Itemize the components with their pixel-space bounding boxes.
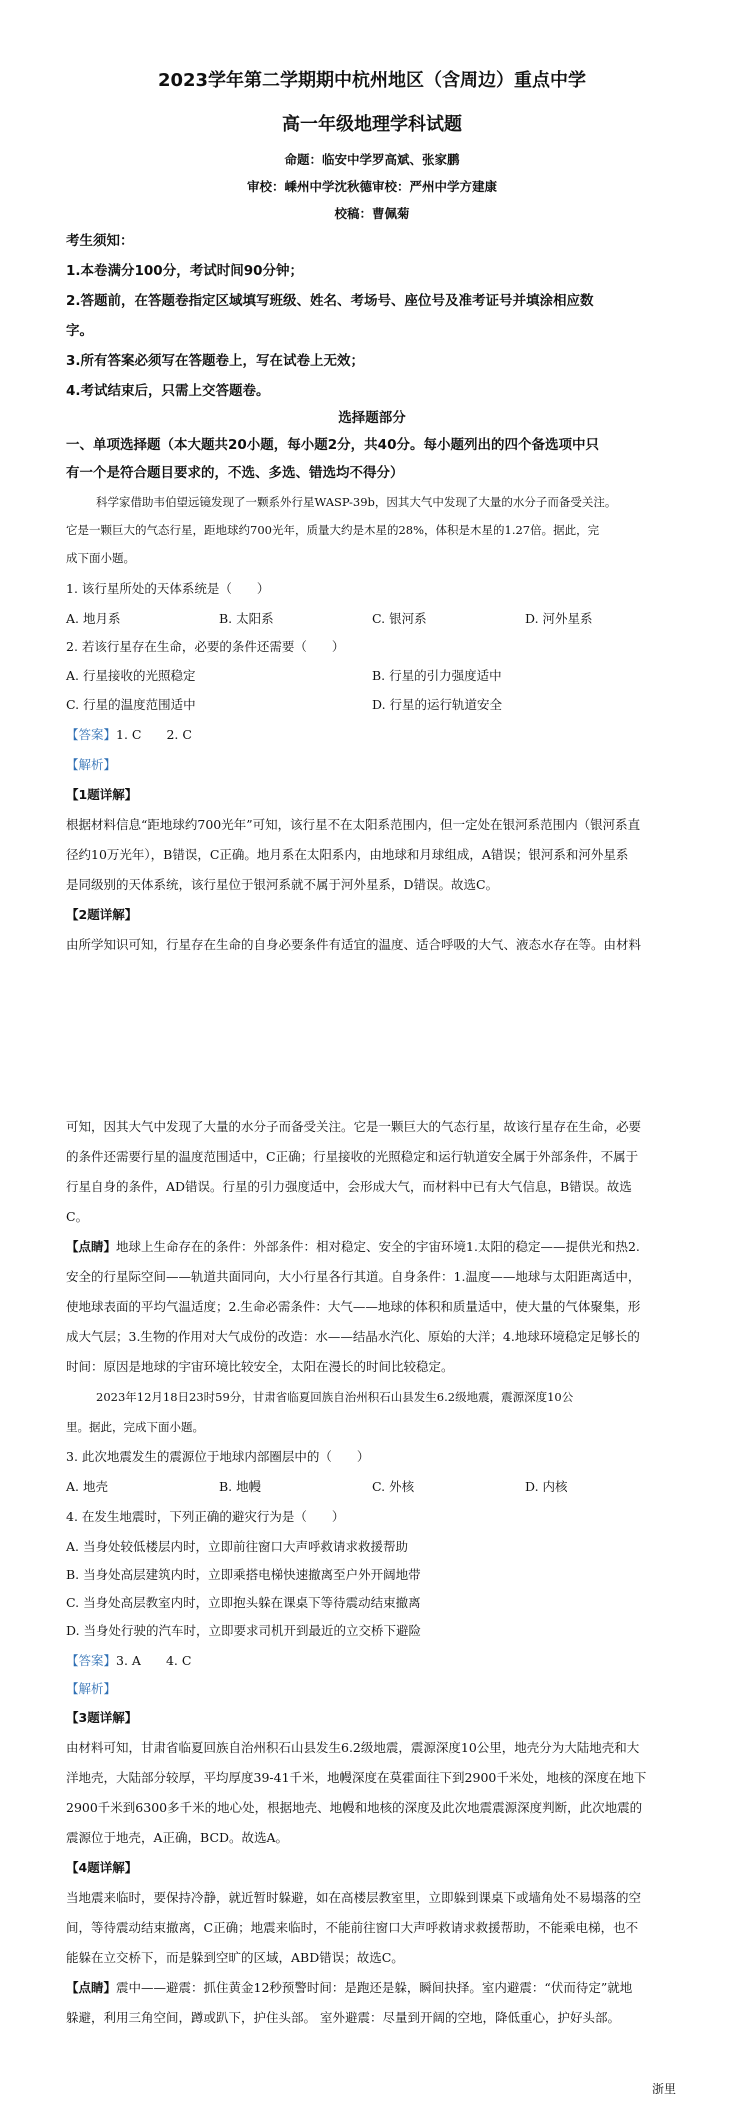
- detail-text: 行星自身的条件，AD错误。行星的引力强度适中，会形成大气，而材料中已有大气信息，B错误。故选: [66, 1179, 632, 1194]
- question-stem: 1. 该行星所处的天体系统是（ ）: [66, 581, 270, 596]
- material-text: 科学家借助韦伯望远镜发现了一颗系外行星WASP-39b，因其大气中发现了大量的水分子而备受关注。: [96, 495, 617, 509]
- notice-heading: 考生须知：: [66, 233, 134, 249]
- notice-item: 4.考试结束后，只需上交答题卷。: [66, 383, 270, 399]
- option-c: C. 银河系: [372, 611, 427, 626]
- detail-text: 的条件还需要行星的温度范围适中，C正确；行星接收的光照稳定和运行轨道安全属于外部条件，不属于: [66, 1149, 639, 1164]
- option-a: A. 地月系: [66, 611, 121, 626]
- material-text: 成下面小题。: [66, 551, 135, 565]
- material-text: 里。据此，完成下面小题。: [66, 1420, 204, 1434]
- option-d: D. 内核: [525, 1479, 568, 1494]
- notice-item: 1.本卷满分100分，考试时间90分钟；: [66, 263, 303, 279]
- option-c: C. 行星的温度范围适中: [66, 697, 196, 712]
- section-title: 选择题部分: [338, 410, 406, 426]
- tip-text: 使地球表面的平均气温适度；2.生命必需条件：大气——地球的体积和质量适中，使大量的气体聚集，形: [66, 1299, 641, 1314]
- answer-text: 3. A 4. C: [116, 1653, 192, 1668]
- tip-text: 安全的行星际空间——轨道共面同向，大小行星各行其道。自身条件：1.温度——地球与太阳距离适中，: [66, 1269, 641, 1284]
- option-b: B. 太阳系: [219, 611, 274, 626]
- option-b: B. 行星的引力强度适中: [372, 668, 502, 683]
- option-a: A. 地壳: [66, 1479, 108, 1494]
- answer-label: 【答案】: [66, 727, 117, 742]
- detail-label: 【4题详解】: [66, 1860, 138, 1875]
- notice-item: 字。: [66, 323, 93, 339]
- tip-label: 【点睛】: [66, 1239, 117, 1254]
- detail-text: 2900千米到6300多千米的地心处，根据地壳、地幔和地核的深度及此次地震震源深度判断，此次地震的: [66, 1800, 643, 1815]
- detail-text: 是同级别的天体系统，该行星位于银河系就不属于河外星系，D错误。故选C。: [66, 877, 499, 892]
- detail-text: C。: [66, 1209, 89, 1224]
- detail-text: 间，等待震动结束撤离，C正确；地震来临时，不能前往窗口大声呼救请求救援帮助，不能乘电梯，也不: [66, 1920, 639, 1935]
- question-stem: 3. 此次地震发生的震源位于地球内部圈层中的（ ）: [66, 1449, 370, 1464]
- detail-text: 当地震来临时，要保持冷静，就近暂时躲避，如在高楼层教室里，立即躲到课桌下或墙角处不易塌落的空: [66, 1890, 642, 1905]
- answer-label: 【答案】: [66, 1653, 117, 1668]
- tip-text: 成大气层；3.生物的作用对大气成份的改造：水——结晶水汽化、原始的大洋；4.地球环境稳定足够长的: [66, 1329, 640, 1344]
- exam-title: 2023学年第二学期期中杭州地区（含周边）重点中学: [157, 70, 587, 91]
- option-d: D. 行星的运行轨道安全: [372, 697, 503, 712]
- detail-label: 【2题详解】: [66, 907, 138, 922]
- tip-label: 【点睛】: [66, 1980, 117, 1995]
- section-instruction: 一、单项选择题（本大题共20小题，每小题2分，共40分。每小题列出的四个备选项中只: [66, 437, 599, 453]
- exam-proofreader: 校稿：曹佩菊: [334, 206, 410, 221]
- exam-authors: 命题：临安中学罗高斌、张家鹏: [284, 152, 460, 167]
- question-stem: 4. 在发生地震时，下列正确的避灾行为是（ ）: [66, 1509, 345, 1524]
- option-c: C. 当身处高层教室内时，立即抱头躲在课桌下等待震动结束撤离: [66, 1595, 421, 1610]
- analysis-label: 【解析】: [66, 757, 117, 772]
- analysis-label: 【解析】: [66, 1681, 117, 1696]
- notice-item: 3.所有答案必须写在答题卷上，写在试卷上无效；: [66, 353, 365, 369]
- detail-label: 【3题详解】: [66, 1710, 138, 1725]
- answer-line: [66, 726, 192, 744]
- question-stem: 2. 若该行星存在生命，必要的条件还需要（ ）: [66, 639, 345, 654]
- option-b: B. 当身处高层建筑内时，立即乘搭电梯快速撤离至户外开阔地带: [66, 1567, 421, 1582]
- option-b: B. 地幔: [219, 1479, 262, 1494]
- footer-text: 浙里: [652, 2082, 677, 2096]
- answer-text: 1. C 2. C: [116, 727, 192, 742]
- tip-text: 地球上生命存在的条件：外部条件：相对稳定、安全的宇宙环境1.太阳的稳定——提供光和热2.: [116, 1239, 640, 1254]
- tip-text: 时间：原因是地球的宇宙环境比较安全，太阳在漫长的时间比较稳定。: [66, 1359, 454, 1374]
- tip-line: [66, 1979, 632, 1997]
- exam-subtitle: 高一年级地理学科试题: [282, 114, 462, 135]
- detail-text: 由材料可知，甘肃省临夏回族自治州积石山县发生6.2级地震，震源深度10公里，地壳分为大陆地壳和大: [66, 1740, 640, 1755]
- tip-text: 躲避，利用三角空间，蹲或趴下，护住头部。 室外避震：尽量到开阔的空地，降低重心，护好头部。: [66, 2010, 620, 2025]
- detail-label: 【1题详解】: [66, 787, 138, 802]
- material-text: 2023年12月18日23时59分，甘肃省临夏回族自治州积石山县发生6.2级地震，震源深度10公: [96, 1390, 574, 1404]
- detail-text: 可知，因其大气中发现了大量的水分子而备受关注。它是一颗巨大的气态行星，故该行星存在生命，必要: [66, 1119, 642, 1134]
- detail-text: 能躲在立交桥下，而是躲到空旷的区域，ABD错误；故选C。: [66, 1950, 404, 1965]
- tip-text: 震中——避震：抓住黄金12秒预警时间：是跑还是躲，瞬间抉择。室内避震：“伏而待定”就地: [116, 1980, 633, 1995]
- option-c: C. 外核: [372, 1479, 415, 1494]
- tip-line: [66, 1238, 640, 1256]
- option-a: A. 行星接收的光照稳定: [66, 668, 196, 683]
- detail-text: 由所学知识可知，行星存在生命的自身必要条件有适宜的温度、适合呼吸的大气、液态水存在等。由材料: [66, 937, 642, 952]
- detail-text: 震源位于地壳，A正确，BCD。故选A。: [66, 1830, 289, 1845]
- detail-text: 洋地壳，大陆部分较厚，平均厚度39-41千米，地幔深度在莫霍面往下到2900千米处，地核的深度在地下: [66, 1770, 647, 1785]
- section-instruction: 有一个是符合题目要求的，不选、多选、错选均不得分）: [66, 465, 404, 481]
- detail-text: 径约10万光年），B错误，C正确。地月系在太阳系内，由地球和月球组成，A错误；银河系和河外星系: [66, 847, 629, 862]
- detail-text: 根据材料信息“距地球约700光年”可知，该行星不在太阳系范围内，但一定处在银河系范围内（银河系直: [66, 817, 641, 832]
- exam-reviewers: 审校：嵊州中学沈秋德审校：严州中学方建康: [246, 179, 497, 194]
- option-a: A. 当身处较低楼层内时，立即前往窗口大声呼救请求救援帮助: [66, 1539, 408, 1554]
- material-text: 它是一颗巨大的气态行星，距地球约700光年，质量大约是木星的28%，体积是木星的1.27倍。据此，完: [66, 523, 600, 537]
- option-d: D. 河外星系: [525, 611, 593, 626]
- answer-line: [66, 1652, 191, 1670]
- option-d: D. 当身处行驶的汽车时，立即要求司机开到最近的立交桥下避险: [66, 1623, 422, 1638]
- notice-item: 2.答题前，在答题卷指定区域填写班级、姓名、考场号、座位号及准考证号并填涂相应数: [66, 293, 594, 309]
